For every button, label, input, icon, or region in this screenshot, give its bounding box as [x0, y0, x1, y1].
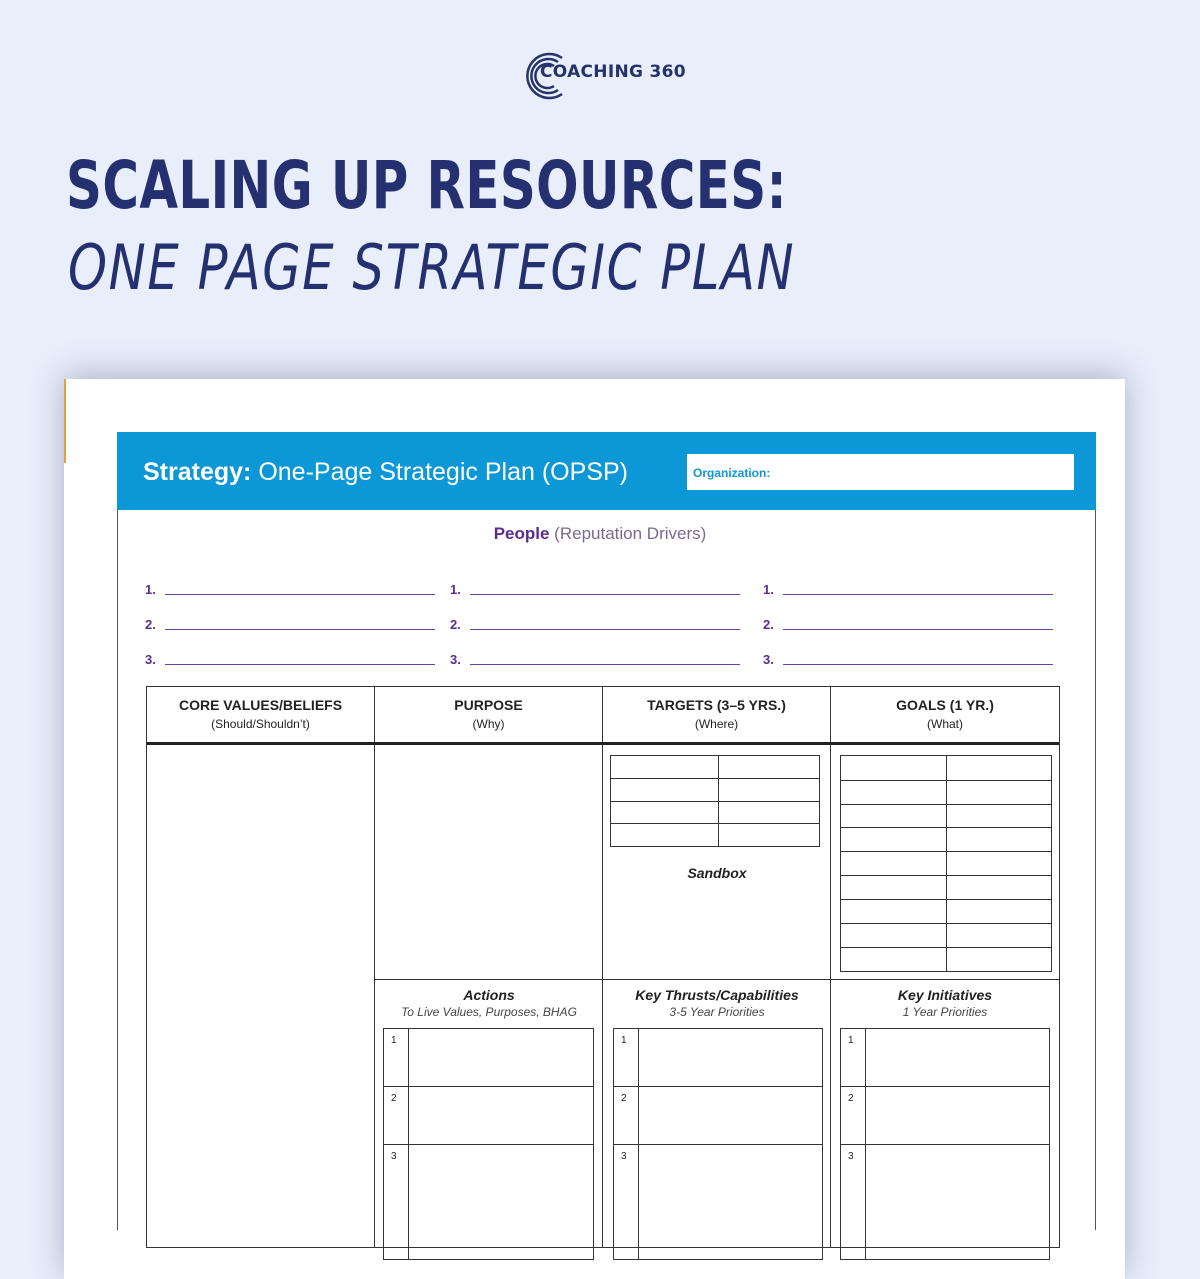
column-header-targets: TARGETS (3–5 YRS.) (Where)	[647, 697, 786, 731]
form-title-rest: One-Page Strategic Plan (OPSP)	[251, 458, 628, 486]
key-initiatives-list[interactable]: 1 2 3	[840, 1028, 1050, 1260]
document-edge	[64, 379, 66, 463]
strategy-grid	[146, 686, 1060, 1248]
page-headline: SCALING UP RESOURCES:	[66, 147, 787, 224]
column-divider	[602, 687, 603, 1247]
column-divider	[830, 687, 831, 1247]
actions-list[interactable]: 1 2 3	[383, 1028, 594, 1260]
targets-table[interactable]	[610, 755, 820, 847]
page-subheadline: ONE PAGE STRATEGIC PLAN	[68, 231, 796, 304]
people-sublabel: (Reputation Drivers)	[549, 524, 707, 543]
sandbox-label: Sandbox	[687, 865, 747, 881]
actions-section-heading: Actions To Live Values, Purposes, BHAG	[401, 987, 577, 1019]
key-thrusts-section-heading: Key Thrusts/Capabilities 3-5 Year Priorities	[635, 987, 799, 1019]
people-label: People	[493, 524, 550, 543]
key-initiatives-section-heading: Key Initiatives 1 Year Priorities	[897, 987, 993, 1019]
key-thrusts-list[interactable]: 1 2 3	[613, 1028, 823, 1260]
form-banner	[117, 432, 1096, 510]
section-divider	[375, 979, 1059, 980]
column-header-goals: GOALS (1 YR.) (What)	[896, 697, 994, 731]
form-title	[143, 458, 628, 487]
people-heading	[0, 524, 1200, 544]
organization-field[interactable]	[687, 454, 1074, 490]
column-divider	[374, 687, 375, 1247]
header-rule	[147, 742, 1059, 745]
brand-name: COACHING 360	[540, 62, 686, 82]
column-header-core-values: CORE VALUES/BELIEFS (Should/Shouldn’t)	[178, 697, 343, 731]
column-header-purpose: PURPOSE (Why)	[454, 697, 523, 731]
goals-table[interactable]	[840, 755, 1052, 972]
organization-label: Organization:	[693, 466, 771, 480]
form-title-bold: Strategy:	[143, 458, 252, 486]
